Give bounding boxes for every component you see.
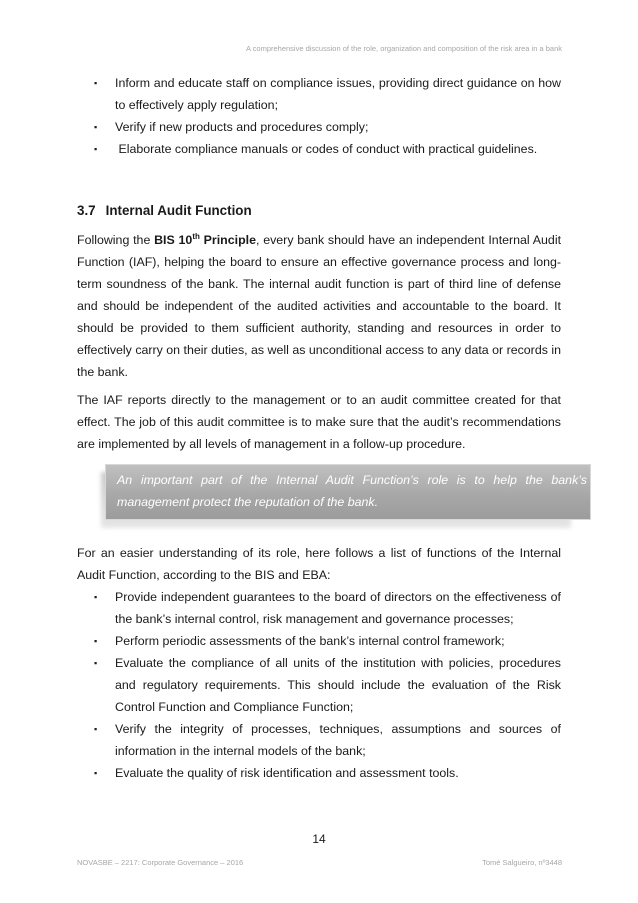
list-item: ▪ Verify if new products and procedures comply; — [77, 116, 561, 138]
square-bullet-icon: ▪ — [94, 122, 98, 132]
list-item: ▪ Provide independent guarantees to the board of directors on the effectiveness of the bank’s internal control, risk management and governance processes; — [77, 586, 561, 630]
square-bullet-icon: ▪ — [94, 636, 98, 646]
section-heading — [77, 200, 561, 222]
footer-author: Tomé Salgueiro, nº3448 — [482, 858, 562, 867]
iaf-functions-bullet-list — [77, 586, 561, 784]
list-item: ▪ Evaluate the compliance of all units of the institution with policies, procedures and regulatory requirements. This should include the evaluation of the Risk Control Function and Compliance Function; — [77, 652, 561, 718]
callout-quote: An important part of the Internal Audit Function’s role is to help the bank’s management protect the reputation of the bank. — [117, 473, 587, 509]
square-bullet-icon: ▪ — [94, 724, 98, 734]
square-bullet-icon: ▪ — [94, 592, 98, 602]
list-item: ▪ Verify the integrity of processes, techniques, assumptions and sources of information in the internal models of the bank; — [77, 718, 561, 762]
callout-box — [77, 464, 587, 526]
section-number: 3.7 — [77, 203, 96, 218]
page-number: 14 — [312, 832, 326, 846]
list-item: ▪ Evaluate the quality of risk identification and assessment tools. — [77, 762, 561, 784]
compliance-bullet-list — [77, 72, 561, 160]
square-bullet-icon: ▪ — [94, 144, 98, 154]
paragraph-functions-intro: For an easier understanding of its role, here follows a list of functions of the Internal Audit Function, according to the BIS and EBA: — [77, 546, 561, 582]
section-title: Internal Audit Function — [105, 203, 252, 218]
paragraph-iaf-reporting: The IAF reports directly to the management or to an audit committee created for that effect. The job of this audit committee is to make sure that the audit’s recommendations are implemented by all levels of management in a follow-up procedure. — [77, 393, 561, 451]
footer-course: NOVASBE – 2217: Corporate Governance – 2016 — [77, 858, 244, 867]
square-bullet-icon: ▪ — [94, 78, 98, 88]
paragraph-bis-principle: Following the BIS 10th Principle, every bank should have an independent Internal Audit Function (IAF), helping the board to ensure an effective governance process and long-term soundness of the bank. The internal audit function is part of third line of defense and should be independent of the audited activities and accountable to the board. It should be provided to them sufficient authority, standing and resources in order to effectively carry on their duties, as well as unconditional access to any data or records in the bank. — [77, 231, 562, 379]
square-bullet-icon: ▪ — [94, 768, 98, 778]
page-content — [77, 72, 587, 784]
square-bullet-icon: ▪ — [94, 658, 98, 668]
list-item: ▪ Perform periodic assessments of the bank’s internal control framework; — [77, 630, 561, 652]
list-item: ▪ Elaborate compliance manuals or codes of conduct with practical guidelines. — [77, 138, 561, 160]
list-item: ▪ Inform and educate staff on compliance issues, providing direct guidance on how to effectively apply regulation; — [77, 72, 561, 116]
running-header: A comprehensive discussion of the role, organization and composition of the risk area in a bank — [245, 44, 562, 53]
